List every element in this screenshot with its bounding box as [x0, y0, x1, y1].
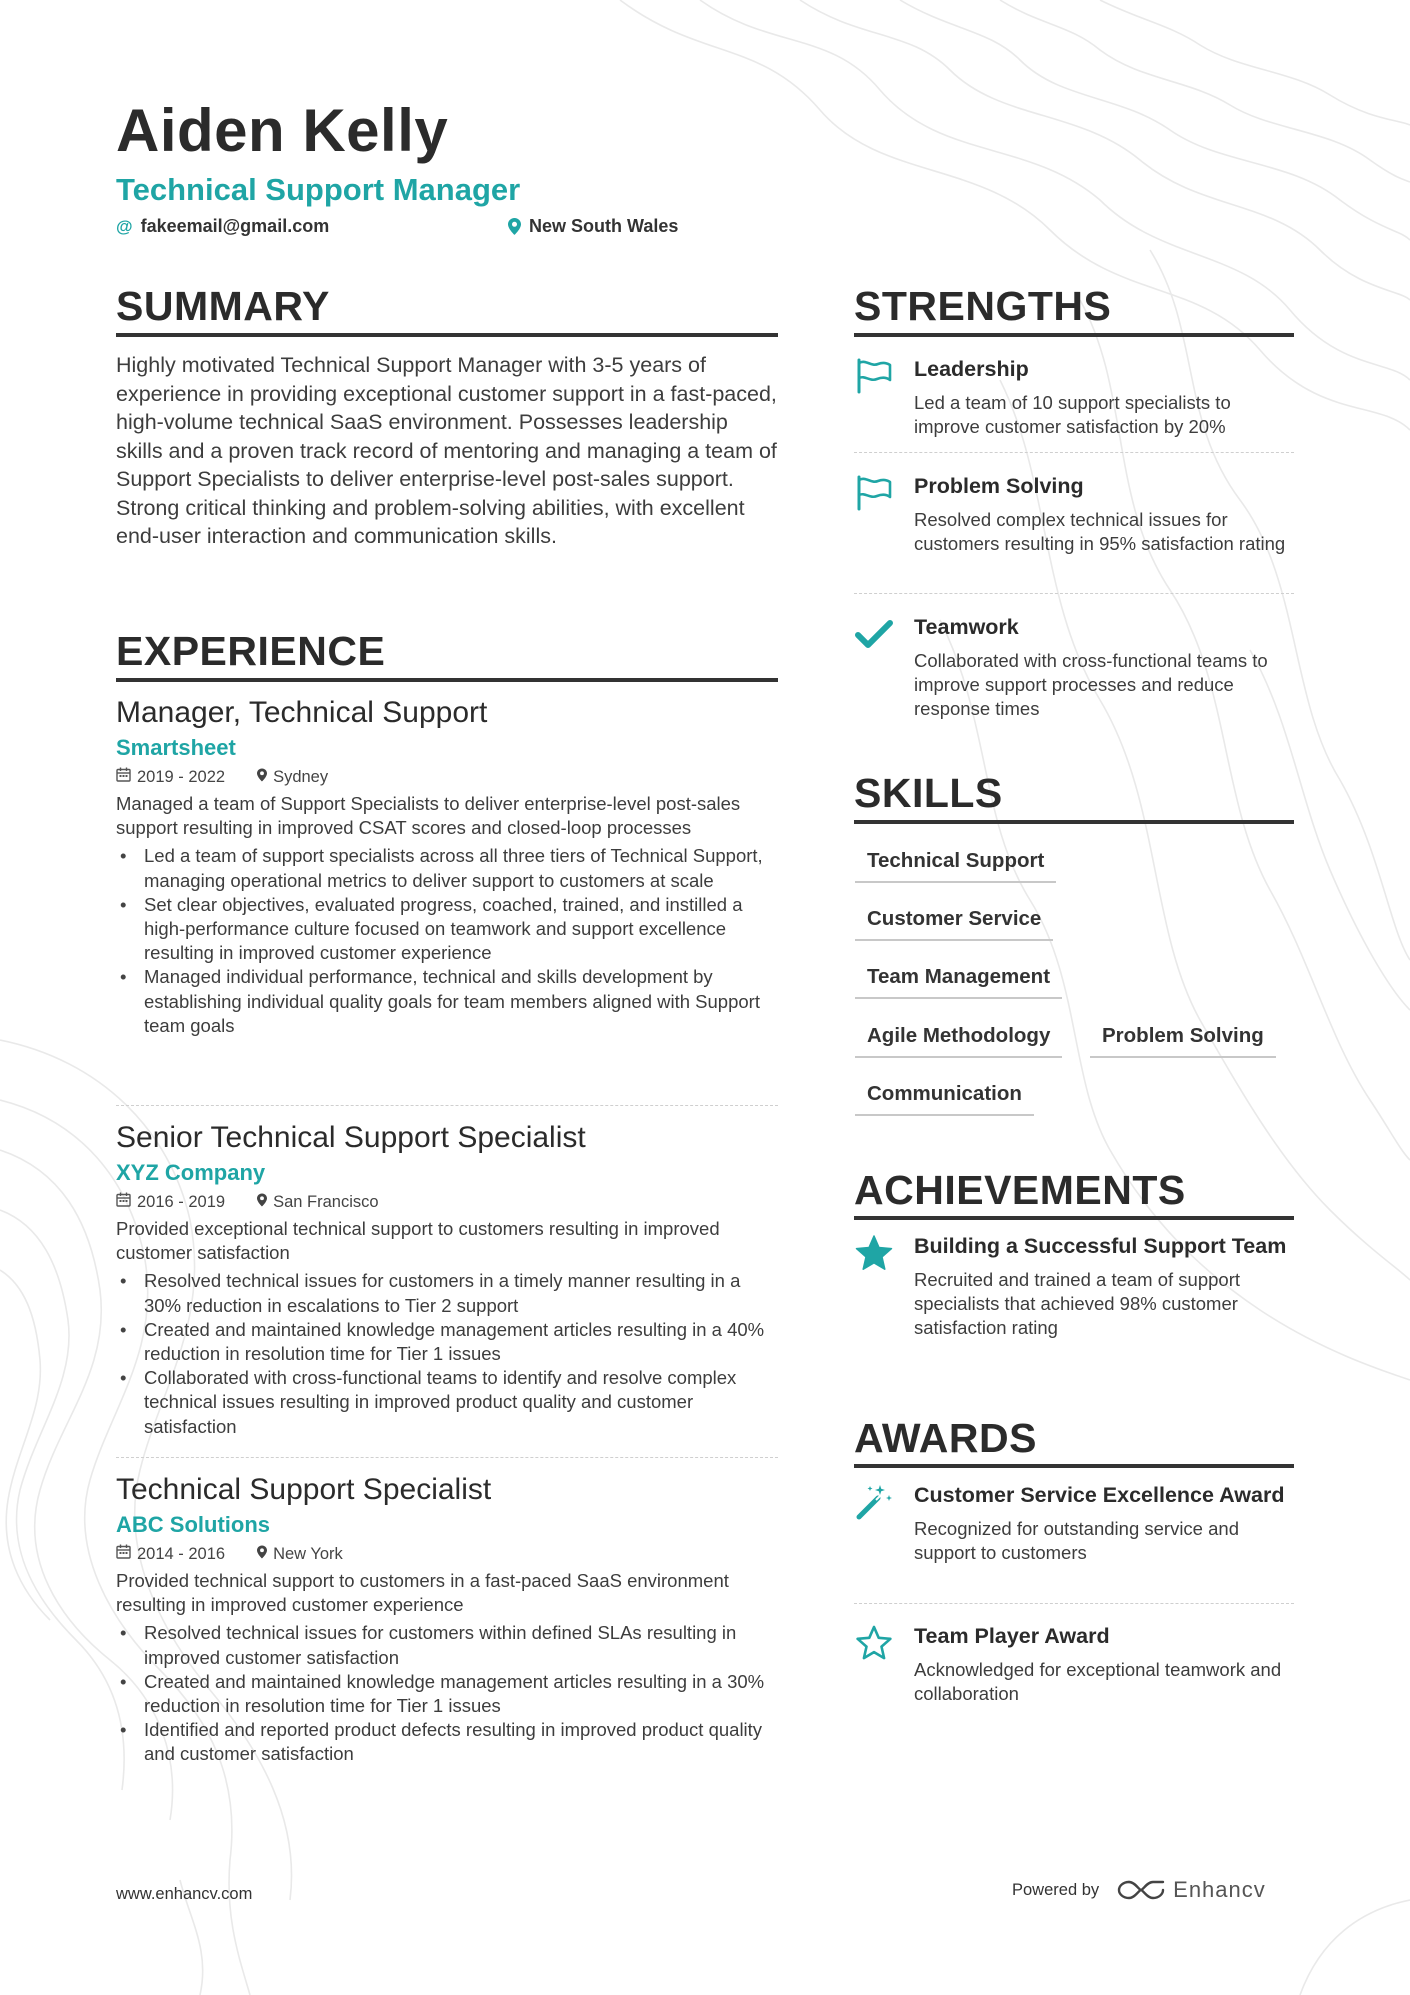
job-bullet: • Managed individual performance, technical and skills development by establishing individual quality goals for team members aligned with Support team goals	[116, 965, 778, 1038]
achievements-divider	[854, 1216, 1294, 1220]
job-entry	[116, 694, 778, 1038]
awards-divider	[854, 1464, 1294, 1468]
job-bullets	[116, 844, 778, 1038]
brand-logo[interactable]	[1117, 1877, 1266, 1903]
job-location: Sydney	[273, 768, 329, 786]
location-pin-icon	[508, 218, 521, 235]
location-text: New South Wales	[529, 216, 679, 236]
job-bullets	[116, 1269, 778, 1438]
skill-tag: Customer Service	[855, 907, 1053, 941]
job-bullet: • Set clear objectives, evaluated progress, coached, trained, and instilled a high-performance culture focused on teamwork and support excellence resulting in improved customer experience	[116, 893, 778, 966]
job-description: Provided exceptional technical support to customers resulting in improved customer satisfaction	[116, 1218, 720, 1264]
job-bullet: • Created and maintained knowledge management articles resulting in a 30% reduction in resolution time for Tier 1 issues	[116, 1670, 778, 1718]
strength-title: Teamwork	[914, 615, 1019, 639]
job-location: New York	[273, 1545, 343, 1563]
skill-tag: Problem Solving	[1090, 1024, 1276, 1058]
experience-section-title: EXPERIENCE	[116, 628, 386, 674]
skill-tag: Technical Support	[855, 849, 1056, 883]
job-dates: 2016 - 2019	[137, 1193, 226, 1211]
achievement-title: Building a Successful Support Team	[914, 1234, 1287, 1258]
job-bullets	[116, 1621, 778, 1766]
skill-tag: Agile Methodology	[855, 1024, 1062, 1058]
strength-item	[854, 356, 1294, 439]
email-text: fakeemail@gmail.com	[140, 216, 330, 236]
job-dates: 2014 - 2016	[137, 1545, 226, 1563]
strengths-section-title: STRENGTHS	[854, 283, 1112, 329]
award-title: Team Player Award	[914, 1624, 1110, 1648]
calendar-icon	[116, 1541, 131, 1567]
job-title: Manager, Technical Support	[116, 696, 488, 729]
strengths-divider	[854, 333, 1294, 337]
achievement-item	[854, 1233, 1294, 1341]
candidate-name: Aiden Kelly	[116, 97, 449, 164]
experience-divider	[116, 678, 778, 682]
job-bullet: • Collaborated with cross-functional teams to identify and resolve complex technical issues resulting in improved product quality and customer satisfaction	[116, 1366, 778, 1439]
award-description: Acknowledged for exceptional teamwork and collaboration	[914, 1659, 1282, 1705]
skills-section-title: SKILLS	[854, 770, 1003, 816]
job-company[interactable]: XYZ Company	[116, 1160, 266, 1185]
location-pin-icon	[257, 1189, 267, 1215]
location-pin-icon	[257, 1541, 267, 1567]
strength-item	[854, 614, 1294, 722]
at-icon: @	[116, 216, 133, 236]
job-separator	[116, 1105, 778, 1106]
job-meta	[116, 1541, 778, 1567]
powered-by-label: Powered by	[1012, 1880, 1100, 1899]
job-entry	[116, 1119, 778, 1439]
award-item	[854, 1482, 1294, 1565]
strength-description: Led a team of 10 support specialists to improve customer satisfaction by 20%	[914, 392, 1231, 438]
checkmark-icon	[854, 614, 894, 654]
summary-text: Highly motivated Technical Support Manager with 3-5 years of experience in providing exceptional customer support in a fast-paced, high-volume technical SaaS environment. Possesses leadership skills and a proven track record of mentoring and managing a team of Support Specialists to deliver enterprise-level post-sales support. Strong critical thinking and problem-solving abilities, with excellent end-user interaction and communication skills.	[116, 353, 777, 548]
job-bullet: • Led a team of support specialists across all three tiers of Technical Support, managing operational metrics to deliver support to customers at scale	[116, 844, 778, 892]
award-title: Customer Service Excellence Award	[914, 1483, 1285, 1507]
skill-tag: Team Management	[855, 965, 1062, 999]
award-item	[854, 1623, 1294, 1706]
enhancv-logo-icon	[1117, 1878, 1165, 1902]
job-title: Senior Technical Support Specialist	[116, 1121, 586, 1154]
strength-title: Leadership	[914, 357, 1029, 381]
email-contact[interactable]	[116, 216, 329, 237]
footer-website-link[interactable]: www.enhancv.com	[116, 1885, 253, 1903]
calendar-icon	[116, 764, 131, 790]
awards-section-title: AWARDS	[854, 1415, 1037, 1461]
job-title: Technical Support Specialist	[116, 1473, 492, 1506]
job-bullet: • Identified and reported product defects resulting in improved product quality and customer satisfaction	[116, 1718, 778, 1766]
job-description: Managed a team of Support Specialists to deliver enterprise-level post-sales support resulting in improved CSAT scores and closed-loop processes	[116, 793, 741, 839]
strength-title: Problem Solving	[914, 474, 1084, 498]
job-location: San Francisco	[273, 1193, 379, 1211]
flag-icon	[854, 356, 894, 396]
job-bullet: • Resolved technical issues for customers in a timely manner resulting in a 30% reduction in escalations to Tier 2 support	[116, 1269, 778, 1317]
job-dates: 2019 - 2022	[137, 768, 226, 786]
summary-section-title: SUMMARY	[116, 283, 330, 329]
award-description: Recognized for outstanding service and support to customers	[914, 1518, 1239, 1564]
strength-description: Collaborated with cross-functional teams to improve support processes and reduce response times	[914, 650, 1268, 720]
job-bullet: • Created and maintained knowledge management articles resulting in a 40% reduction in resolution time for Tier 1 issues	[116, 1318, 778, 1366]
strength-separator	[854, 452, 1294, 453]
footer-branding[interactable]	[1012, 1877, 1266, 1903]
location-pin-icon	[257, 764, 267, 790]
calendar-icon	[116, 1189, 131, 1215]
strength-separator	[854, 593, 1294, 594]
skills-divider	[854, 820, 1294, 824]
strength-item	[854, 473, 1294, 556]
job-entry	[116, 1471, 778, 1767]
job-description: Provided technical support to customers in a fast-paced SaaS environment resulting in improved customer experience	[116, 1570, 729, 1616]
job-bullet: • Resolved technical issues for customers within defined SLAs resulting in improved customer satisfaction	[116, 1621, 778, 1669]
job-meta	[116, 764, 778, 790]
brand-name: Enhancv	[1173, 1877, 1266, 1902]
job-meta	[116, 1189, 778, 1215]
star-icon	[854, 1233, 894, 1273]
achievements-section-title: ACHIEVEMENTS	[854, 1167, 1186, 1213]
location-contact	[508, 216, 678, 237]
strength-description: Resolved complex technical issues for customers resulting in 95% satisfaction rating	[914, 509, 1286, 555]
job-separator	[116, 1457, 778, 1458]
flag-icon	[854, 473, 894, 513]
star-outline-icon	[854, 1623, 894, 1663]
job-company[interactable]: ABC Solutions	[116, 1512, 270, 1537]
achievement-description: Recruited and trained a team of support specialists that achieved 98% customer satisfaction rating	[914, 1269, 1240, 1339]
candidate-role: Technical Support Manager	[116, 172, 521, 207]
skill-tag: Communication	[855, 1082, 1034, 1116]
job-company[interactable]: Smartsheet	[116, 735, 236, 760]
summary-divider	[116, 333, 778, 337]
award-separator	[854, 1603, 1294, 1604]
magic-wand-icon	[854, 1482, 894, 1522]
